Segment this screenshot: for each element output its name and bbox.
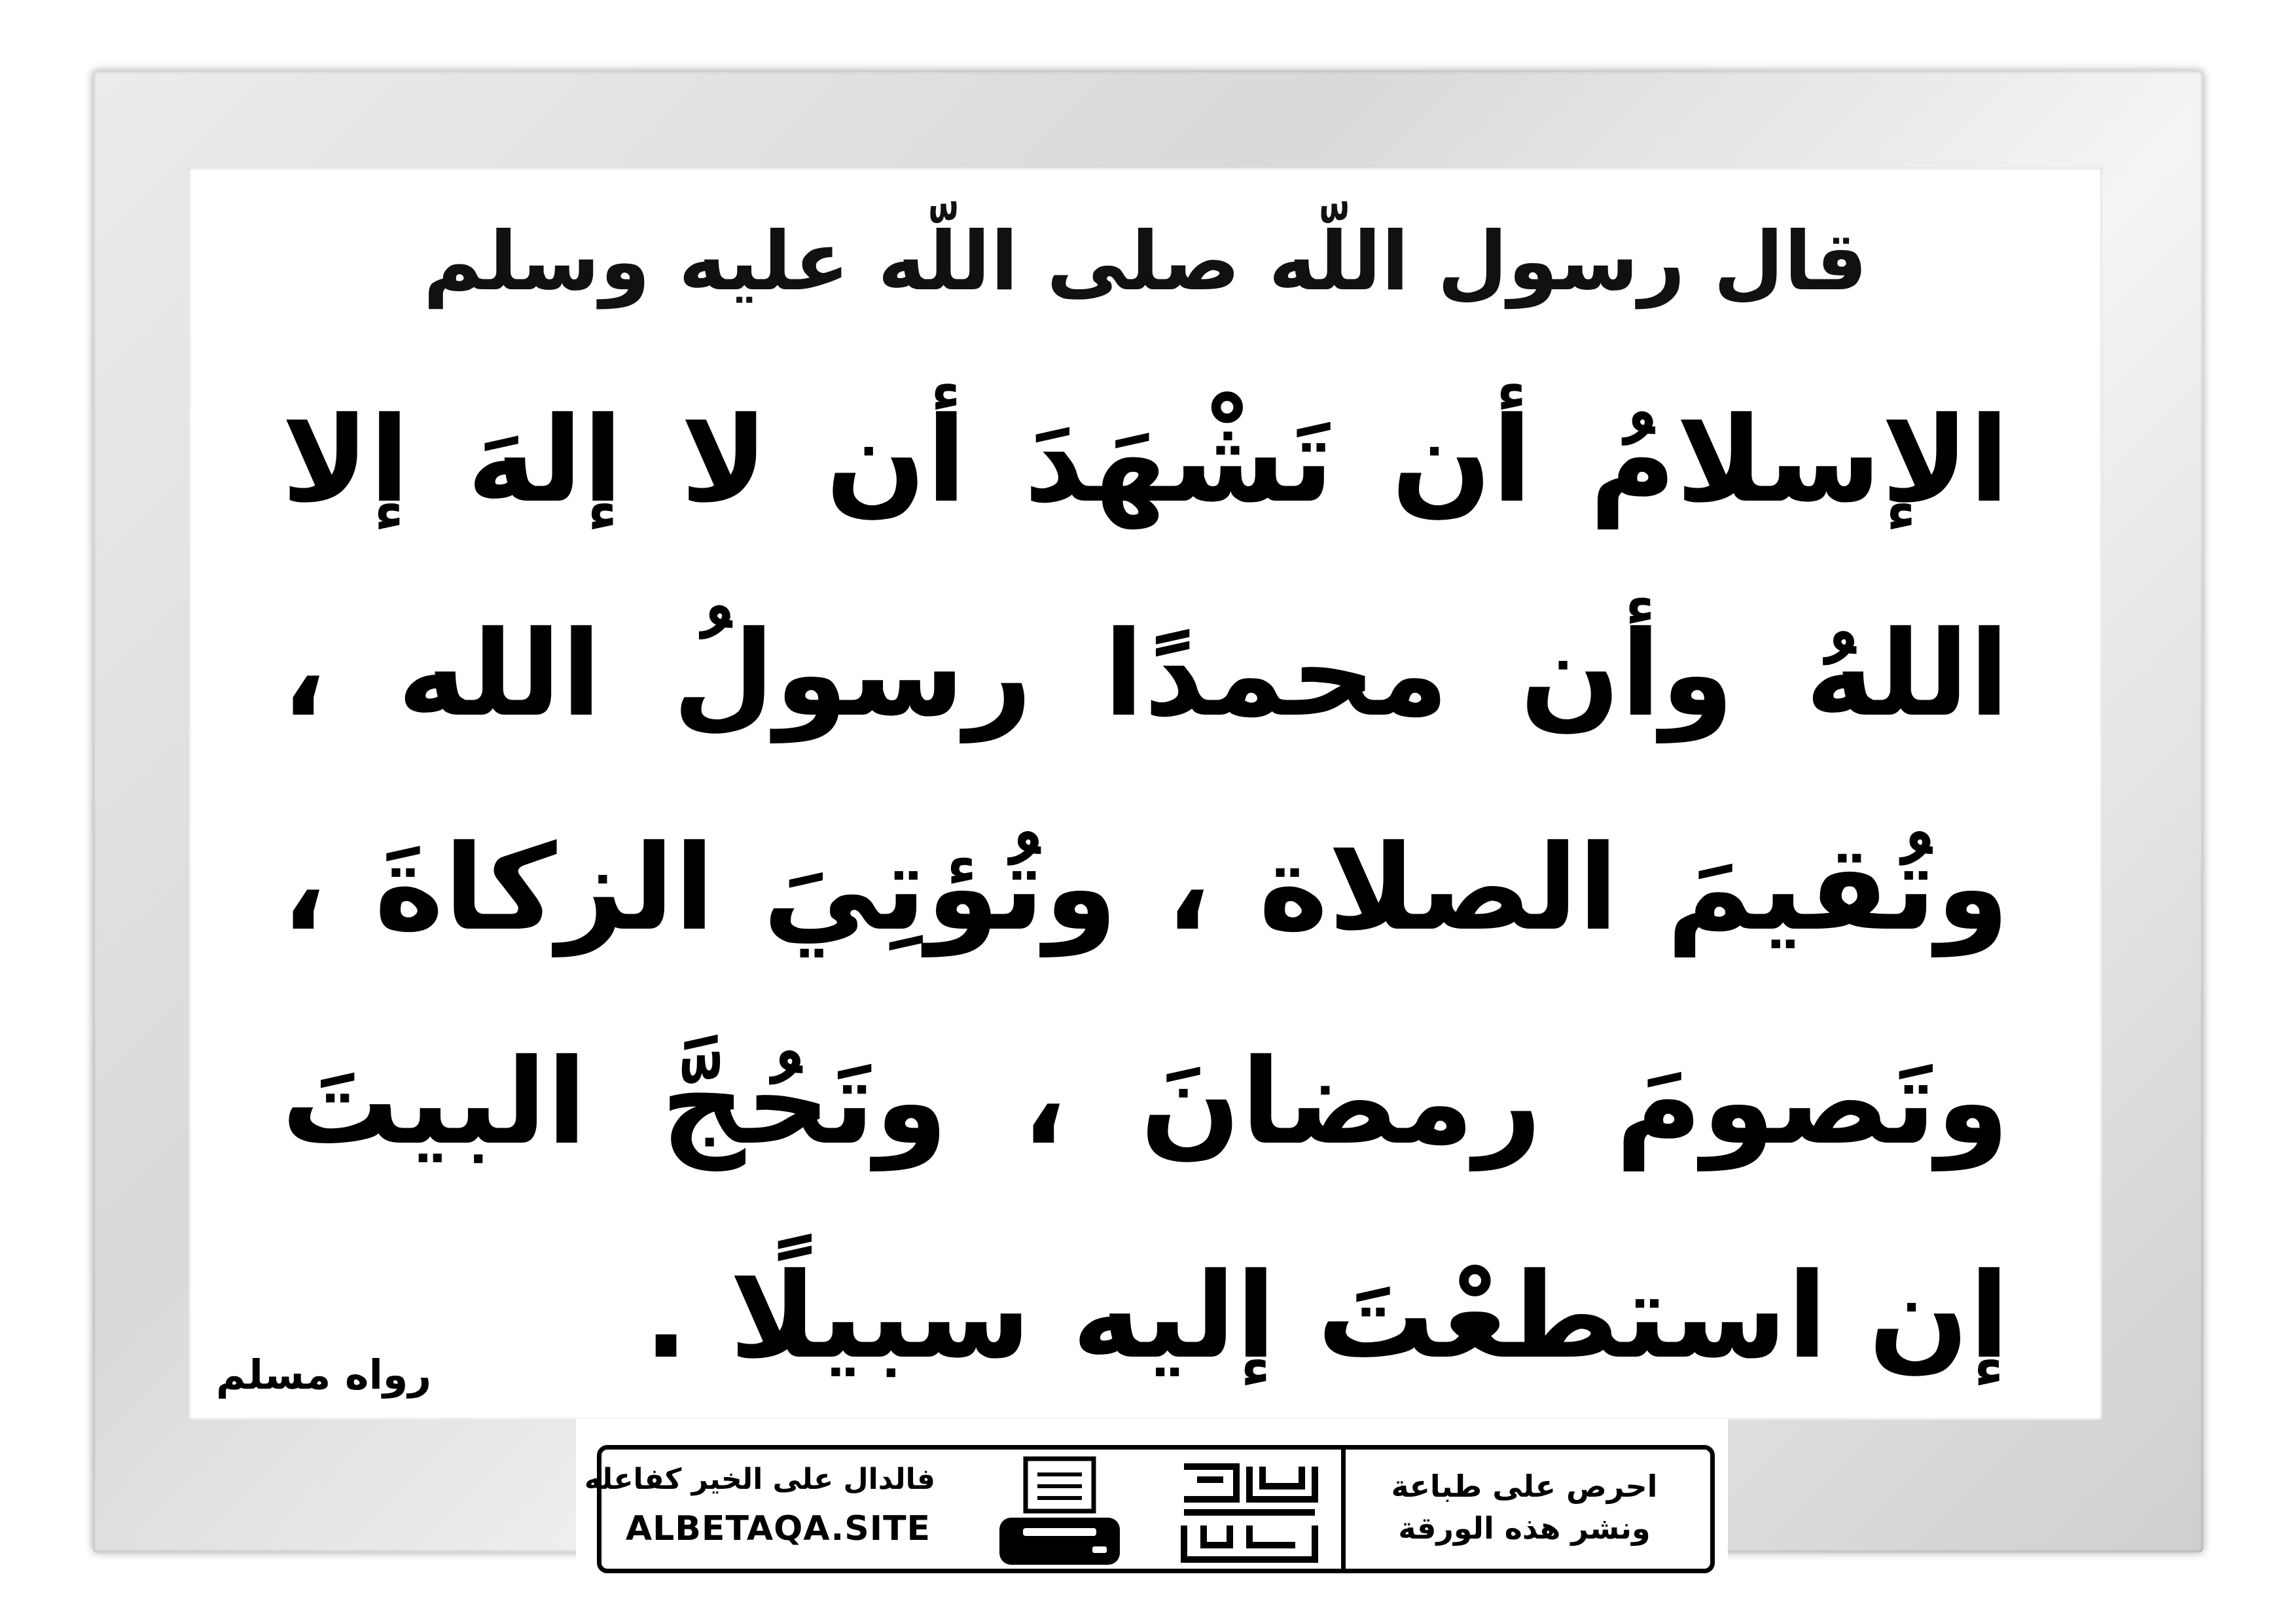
printer-icon xyxy=(994,1455,1125,1570)
appeal-line-2: ونشر هذه الورقة xyxy=(1398,1510,1651,1546)
appeal-line-1: احرص على طباعة xyxy=(1391,1469,1658,1504)
hadith-heading: قال رسول اللّه صلى اللّه عليه وسلم xyxy=(423,215,1868,309)
footer-divider xyxy=(1341,1450,1346,1569)
hadith-text: الإسلامُ أن تَشْهَدَ أن لا إلهَ إلا اللهُ وأن محمدًا رسولُ الله ، وتُقيمَ الصلاة ، وتُؤتِيَ الزكاةَ ، وتَصومَ رمضانَ ، وتَحُجَّ البيتَ إن استطعْتَ إليه سبيلًا . xyxy=(281,392,2009,1385)
logo-text: دعوة الورقة xyxy=(1249,1450,1302,1463)
footer-bar xyxy=(584,1445,1715,1573)
footer-site-block xyxy=(584,1463,935,1548)
footer-appeal xyxy=(1348,1465,1701,1549)
hadith-source: رواه مسلم xyxy=(216,1351,432,1399)
square-kufic-logo xyxy=(1177,1450,1321,1566)
site-link[interactable]: ALBETAQA.SITE xyxy=(625,1508,931,1548)
footer-motto: فالدال على الخير كفاعله xyxy=(584,1463,935,1496)
